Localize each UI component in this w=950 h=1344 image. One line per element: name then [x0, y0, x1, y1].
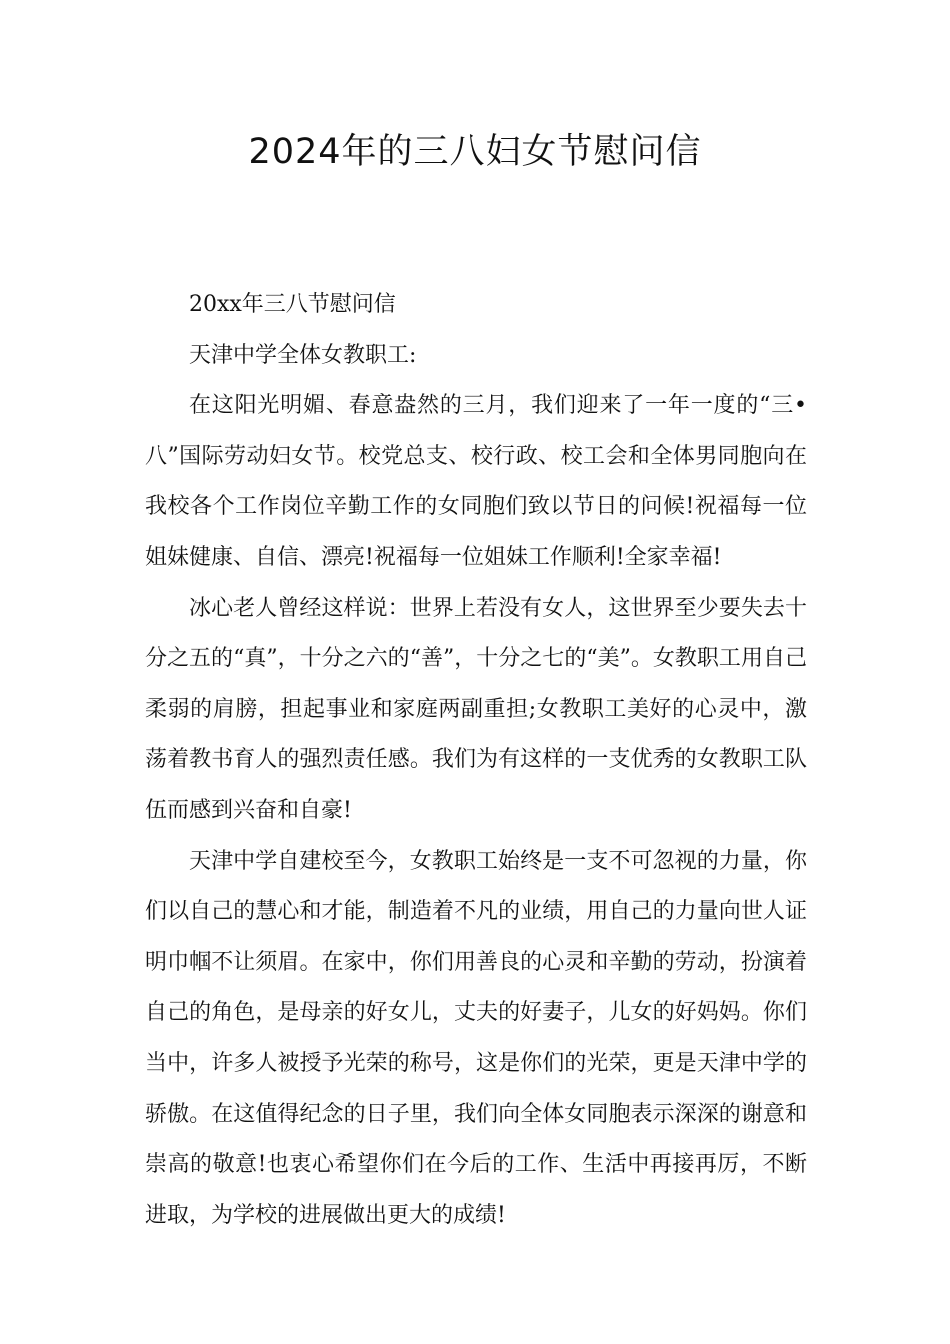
document-title: 2024年的三八妇女节慰问信 — [248, 132, 702, 172]
paragraph-greeting: 在这阳光明媚、春意盎然的三月，我们迎来了一年一度的“三•八”国际劳动妇女节。校党总支、校行政、校工会和全体男同胞向在我校各个工作岗位辛勤工作的女同胞们致以节日的问候!祝福每一位姐妹健康、自信、漂亮!祝福每一位姐妹工作顺利!全家幸福! — [145, 393, 807, 570]
letter-subtitle: 20xx年三八节慰问信 — [189, 292, 396, 317]
paragraph-tribute: 天津中学自建校至今，女教职工始终是一支不可忽视的力量，你们以自己的慧心和才能，制造着不凡的业绩，用自己的力量向世人证明巾帼不让须眉。在家中，你们用善良的心灵和辛勤的劳动，扮演着自己的角色，是母亲的好女儿，丈夫的好妻子，儿女的好妈妈。你们当中，许多人被授予光荣的称号，这是你们的光荣，更是天津中学的骄傲。在这值得纪念的日子里，我们向全体女同胞表示深深的谢意和崇高的敬意!也衷心希望你们在今后的工作、生活中再接再厉，不断进取，为学校的进展做出更大的成绩! — [145, 848, 807, 1228]
paragraph-bingxin-quote: 冰心老人曾经这样说：世界上若没有女人，这世界至少要失去十分之五的“真”，十分之六的“善”，十分之七的“美”。女教职工用自己柔弱的肩膀，担起事业和家庭两副重担;女教职工美好的心灵中，激荡着教书育人的强烈责任感。我们为有这样的一支优秀的女教职工队伍而感到兴奋和自豪! — [145, 595, 807, 823]
letter-body — [145, 280, 807, 1241]
letter-salutation: 天津中学全体女教职工: — [189, 342, 417, 368]
